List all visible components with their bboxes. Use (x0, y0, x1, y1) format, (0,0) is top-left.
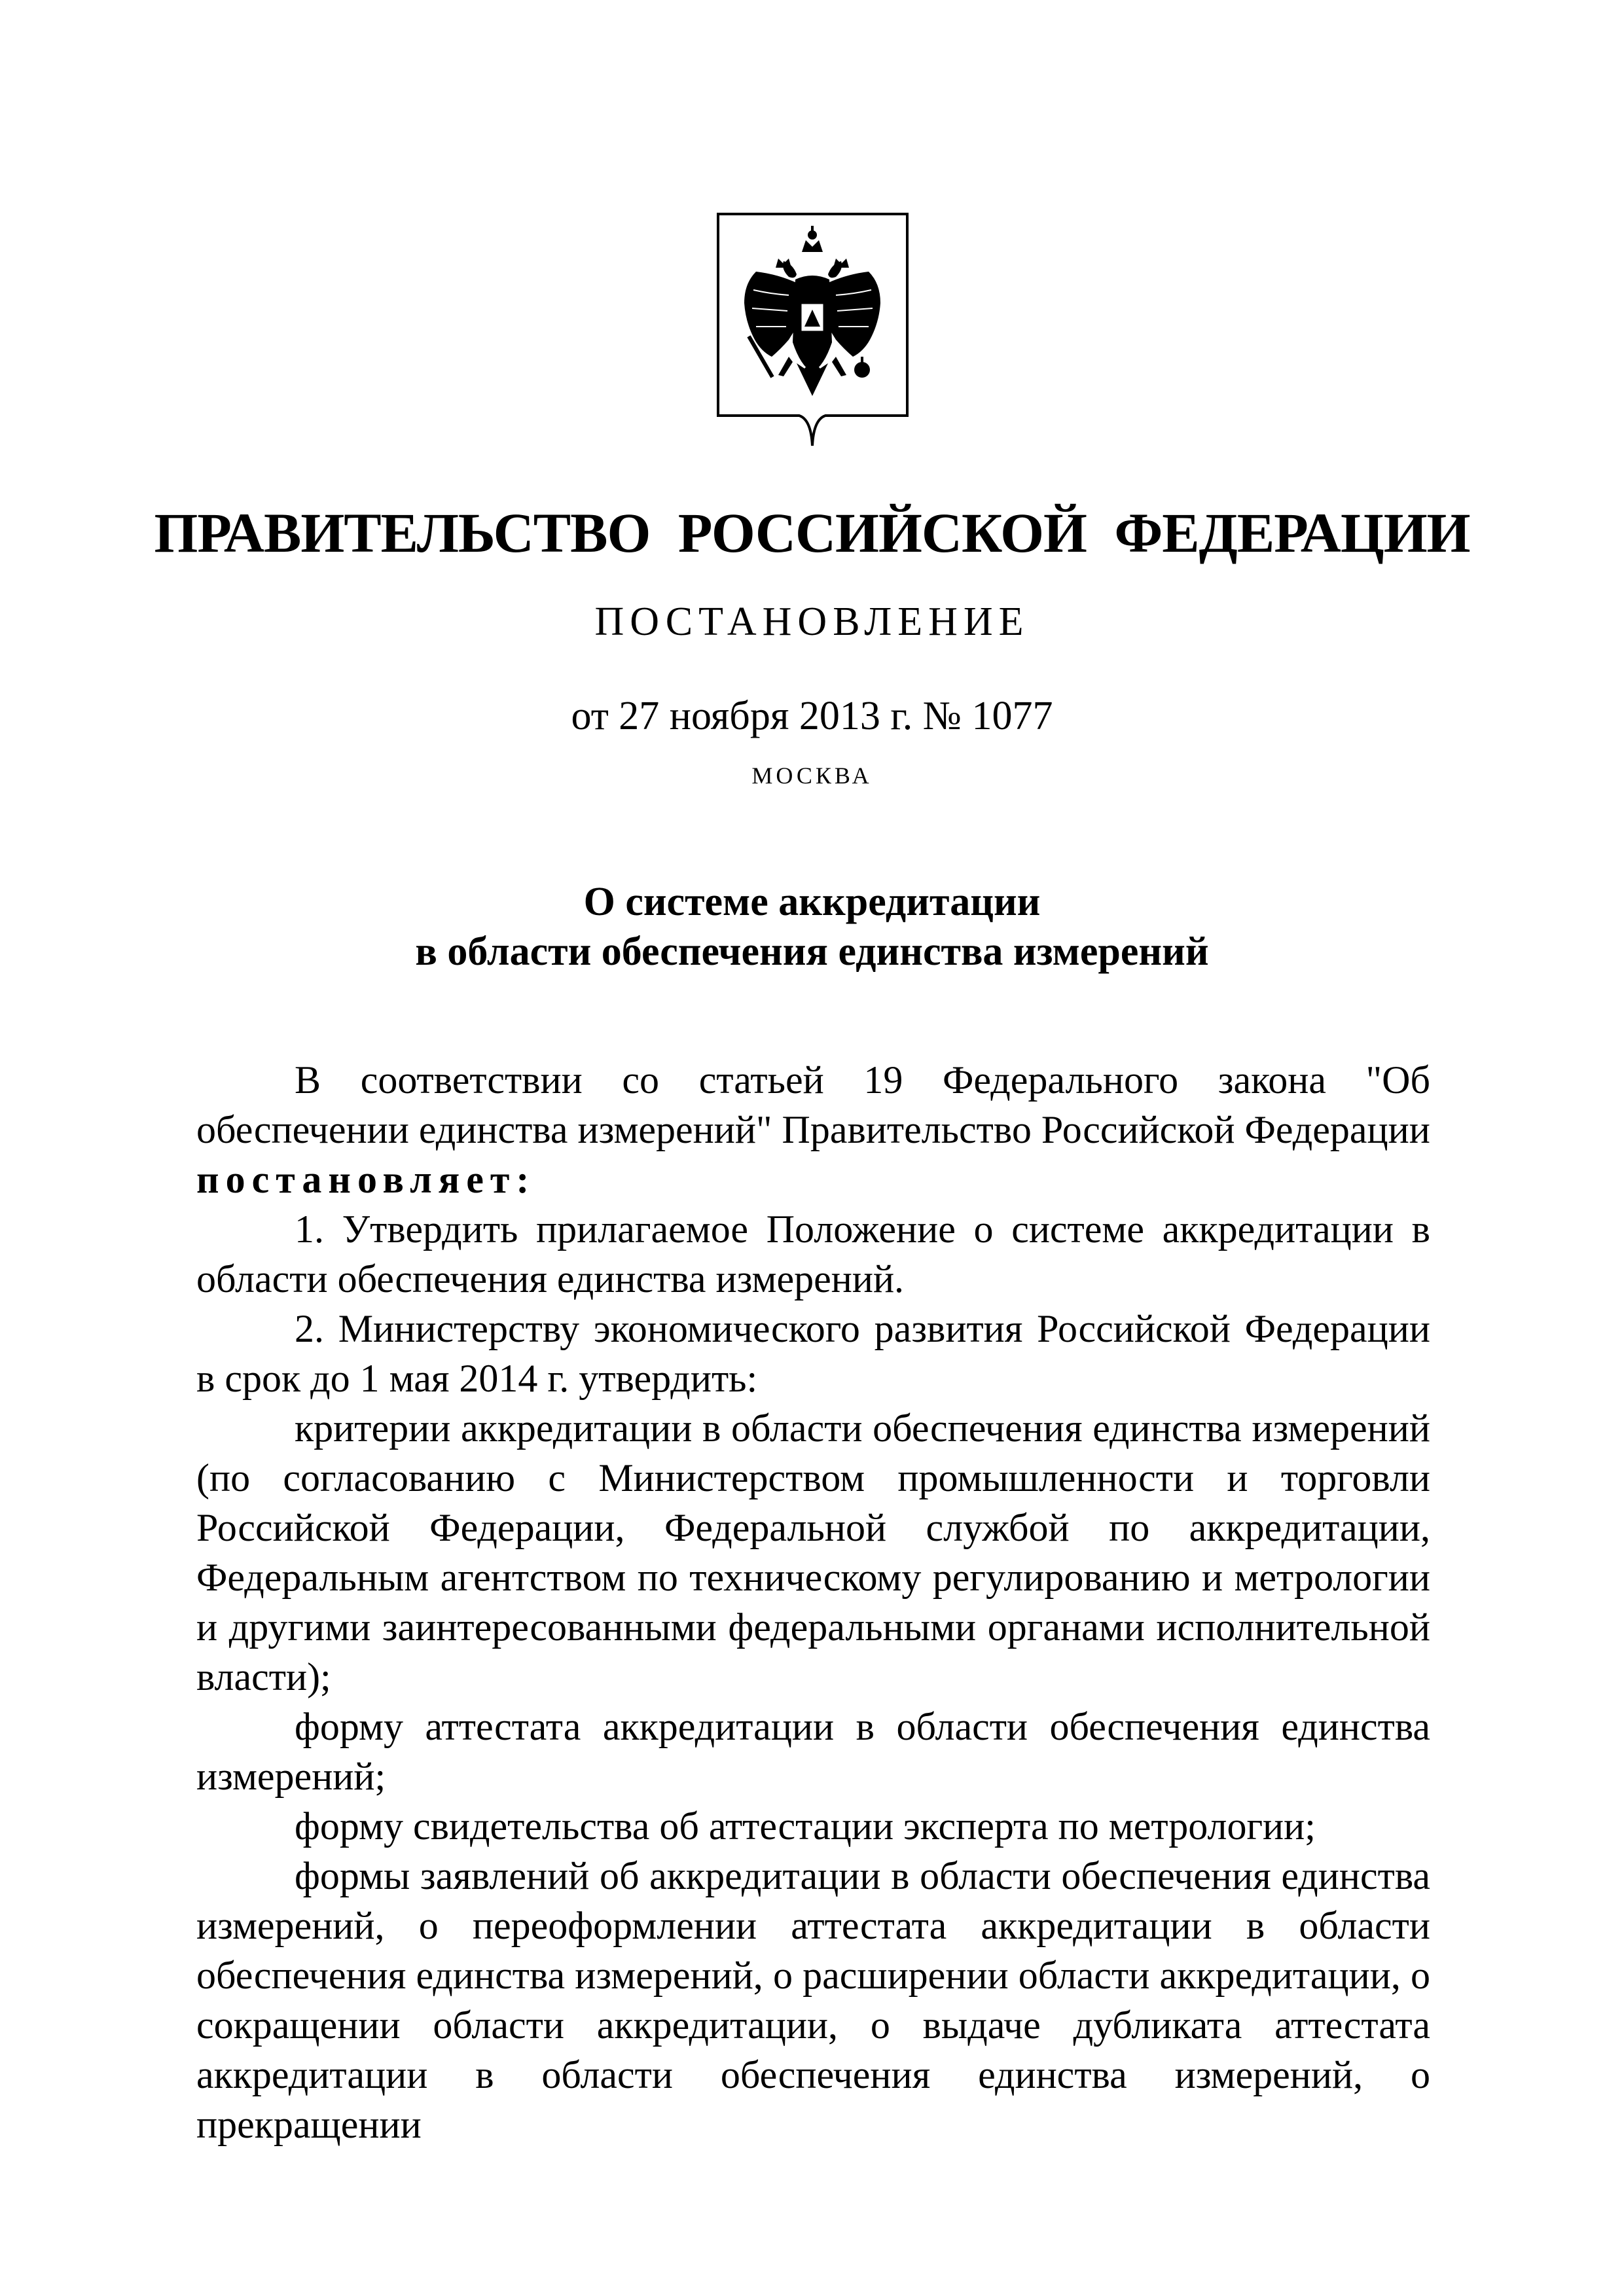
document-type: ПОСТАНОВЛЕНИЕ (594, 600, 1030, 644)
item-2-application-forms: формы заявлений об аккредитации в области обеспечения единства измерений, о переоформлении аттестата аккредитации в области обеспечения единства измерений, о расширении области аккредитации, о сокращении области аккредитации, о выдаче дубликата аттестата аккредитации в области обеспечения единства измерений, о прекращении (196, 1854, 1430, 2146)
preamble-text: В соответствии со статьей 19 Федерального закона "Об обеспечении единства измерений" Правительство Российской Федерации (196, 1058, 1430, 1151)
document-body (196, 1055, 1430, 2149)
subject-line-1: О системе аккредитации (583, 880, 1041, 924)
item-2-paragraph: 2. Министерству экономического развития Российской Федерации в срок до 1 мая 2014 г. утвердить: (196, 1307, 1430, 1400)
item-1-paragraph: 1. Утвердить прилагаемое Положение о системе аккредитации в области обеспечения единства измерений. (196, 1208, 1430, 1300)
document-city: МОСКВА (751, 762, 873, 789)
decrees-keyword: постановляет: (196, 1158, 536, 1201)
coat-of-arms-icon (715, 211, 910, 448)
item-2-criteria: критерии аккредитации в области обеспечения единства измерений (по согласованию с Министерством промышленности и торговли Российской Федерации, Федеральной службой по аккредитации, Федеральным агентством по техническому регулированию и метрологии и другими заинтересованными федеральными органами исполнительной власти); (196, 1407, 1430, 1698)
item-2-expert-form: форму свидетельства об аттестации эксперта по метрологии; (295, 1804, 1316, 1848)
document-subject (0, 877, 1624, 977)
preamble-paragraph (196, 1055, 1430, 1204)
document-date-number: от 27 ноября 2013 г. № 1077 (571, 694, 1053, 738)
government-title: ПРАВИТЕЛЬСТВО РОССИЙСКОЙ ФЕДЕРАЦИИ (154, 501, 1470, 564)
subject-line-2: в области обеспечения единства измерений (415, 929, 1209, 974)
item-2-certificate-form: форму аттестата аккредитации в области обеспечения единства измерений; (196, 1705, 1430, 1798)
